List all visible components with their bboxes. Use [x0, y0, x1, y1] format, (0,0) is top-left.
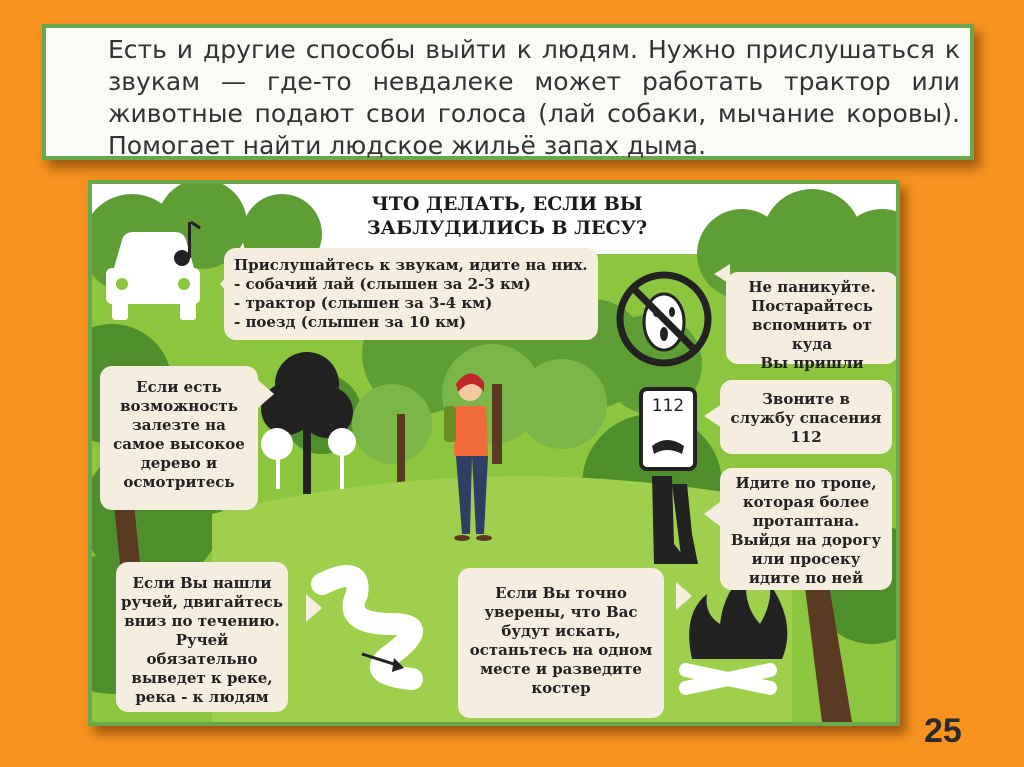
tree-line: дерево и — [140, 454, 218, 472]
intro-text-box — [42, 24, 974, 160]
follow-stream-bubble — [116, 562, 288, 712]
listen-line: - поезд (слышен за 10 км) — [234, 313, 467, 331]
call-rescue-bubble — [720, 380, 892, 454]
listen-line: - трактор (слышен за 3-4 км) — [234, 294, 493, 312]
no-panic-bubble — [726, 272, 898, 372]
call-line: службу спасения — [730, 409, 882, 427]
listen-line: - собачий лай (слышен за 2-3 км) — [234, 275, 531, 293]
tree-line: Если есть — [136, 378, 222, 396]
path-line: идите по ней — [748, 569, 864, 587]
stream-line: Если Вы нашли — [132, 574, 272, 592]
stay-line: Если Вы точно — [495, 584, 627, 602]
tree-line: самое высокое — [113, 435, 245, 453]
stream-line: вниз по течению. — [124, 612, 280, 630]
stay-line: месте и разведите — [480, 660, 642, 678]
path-line: протаптана. — [752, 512, 860, 530]
stay-line: будут искать, — [501, 622, 621, 640]
climb-tree-bubble — [100, 366, 258, 510]
listen-sounds-bubble — [224, 248, 598, 340]
call-line: 112 — [790, 428, 822, 446]
stay-campfire-bubble — [458, 568, 664, 718]
stay-line: уверены, что Вас — [484, 603, 638, 621]
path-line: Идите по тропе, — [735, 474, 877, 492]
poster-title-line1: ЧТО ДЕЛАТЬ, ЕСЛИ ВЫ ЗАБЛУДИЛИСЬ — [366, 193, 643, 239]
phone-number-label: 112 — [651, 396, 685, 416]
path-line: или просеку — [751, 550, 861, 568]
page-number: 25 — [924, 712, 962, 750]
follow-path-bubble — [720, 468, 892, 590]
tree-line: залезте на — [132, 416, 226, 434]
no-panic-line: вспомнить от куда — [752, 316, 872, 353]
no-panic-line: Вы пришли — [760, 354, 864, 372]
stream-line: выведет к реке, — [131, 669, 273, 687]
stay-line: костер — [531, 679, 591, 697]
stream-line: ручей, двигайтесь — [121, 593, 283, 611]
no-panic-line: Не паникуйте. — [748, 278, 876, 296]
stream-line: река - к людям — [135, 688, 269, 706]
path-line: Выйдя на дорогу — [730, 531, 882, 549]
poster-title-line2: В ЛЕСУ? — [551, 217, 648, 239]
path-line: которая более — [742, 493, 870, 511]
poster-title — [292, 192, 722, 240]
stream-line: Ручей обязательно — [146, 631, 258, 668]
tree-line: возможность — [120, 397, 238, 415]
no-panic-line: Постарайтесь — [751, 297, 873, 315]
intro-text: Есть и другие способы выйти к людям. Нужно прислушаться к звукам — где-то невдалеке может работать трактор или животные подают свои голоса (лай собаки, мычание коровы). Помогает найти людское жильё запах дыма. — [108, 35, 960, 160]
tree-line: осмотритесь — [123, 473, 235, 491]
stay-line: останьтесь на одном — [469, 641, 653, 659]
forest-poster — [88, 180, 900, 726]
call-line: Звоните в — [762, 390, 850, 408]
listen-line: Прислушайтесь к звукам, идите на них. — [234, 256, 588, 274]
